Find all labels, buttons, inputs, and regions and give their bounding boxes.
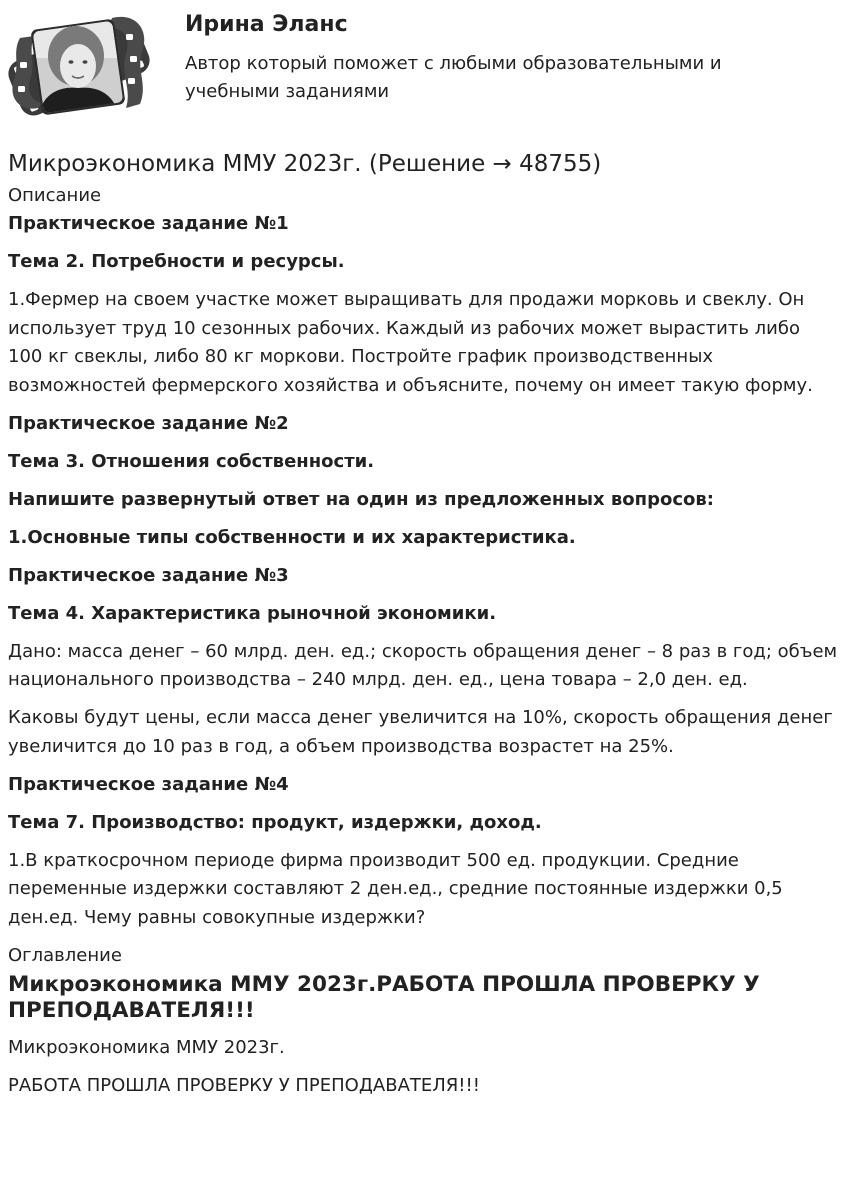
paragraph: Дано: масса денег – 60 млрд. ден. ед.; скорость обращения денег – 8 раз в год; объем национального производства – 240 млрд. ден. ед., цена товара – 2,0 ден. ед.: [8, 640, 838, 690]
toc-title: Микроэкономика ММУ 2023г.РАБОТА ПРОШЛА ПРОВЕРКУ У ПРЕПОДАВАТЕЛЯ!!!: [8, 971, 760, 1023]
author-card: [8, 8, 838, 128]
section-heading: Практическое задание №3: [8, 564, 289, 586]
section-heading: Напишите развернутый ответ на один из предложенных вопросов:: [8, 488, 714, 510]
toc-label: Оглавление: [8, 944, 122, 966]
page-title: Микроэкономика ММУ 2023г. (Решение → 48755): [8, 151, 602, 177]
paragraph: 1.В краткосрочном периоде фирма производит 500 ед. продукции. Средние переменные издержки составляют 2 ден.ед., средние постоянные издержки 0,5 ден.ед. Чему равны совокупные издержки?: [8, 849, 783, 928]
section-heading: Тема 7. Производство: продукт, издержки, доход.: [8, 811, 542, 833]
film-strip-portrait-avatar-icon: [8, 8, 150, 126]
document-content: [8, 146, 838, 1111]
section-heading: Тема 4. Характеристика рыночной экономики.: [8, 602, 497, 624]
paragraph: Каковы будут цены, если масса денег увеличится на 10%, скорость обращения денег увеличится до 10 раз в год, а объем производства возрастет на 25%.: [8, 707, 833, 757]
section-heading: Практическое задание №2: [8, 412, 289, 434]
toc-line: Микроэкономика ММУ 2023г.: [8, 1036, 285, 1058]
section-heading: 1.Основные типы собственности и их характеристика.: [8, 526, 576, 548]
description-body: [8, 210, 838, 932]
author-description: Автор который поможет с любыми образовательными и учебными заданиями: [185, 53, 722, 102]
section-heading: Практическое задание №1: [8, 213, 289, 234]
section-heading: Тема 3. Отношения собственности.: [8, 450, 375, 472]
toc-line: РАБОТА ПРОШЛА ПРОВЕРКУ У ПРЕПОДАВАТЕЛЯ!!!: [8, 1075, 480, 1096]
section-heading: Тема 2. Потребности и ресурсы.: [8, 251, 345, 272]
section-heading: Практическое задание №4: [8, 773, 289, 795]
description-label: Описание: [8, 185, 102, 206]
paragraph: 1.Фермер на своем участке может выращивать для продажи морковь и свеклу. Он использует труд 10 сезонных рабочих. Каждый из рабочих может вырастить либо 100 кг свеклы, либо 80 кг моркови. Постройте график производственных возможностей фермерского хозяйства и объясните, почему он имеет такую форму.: [8, 289, 813, 396]
author-name: Ирина Эланс: [185, 12, 348, 37]
